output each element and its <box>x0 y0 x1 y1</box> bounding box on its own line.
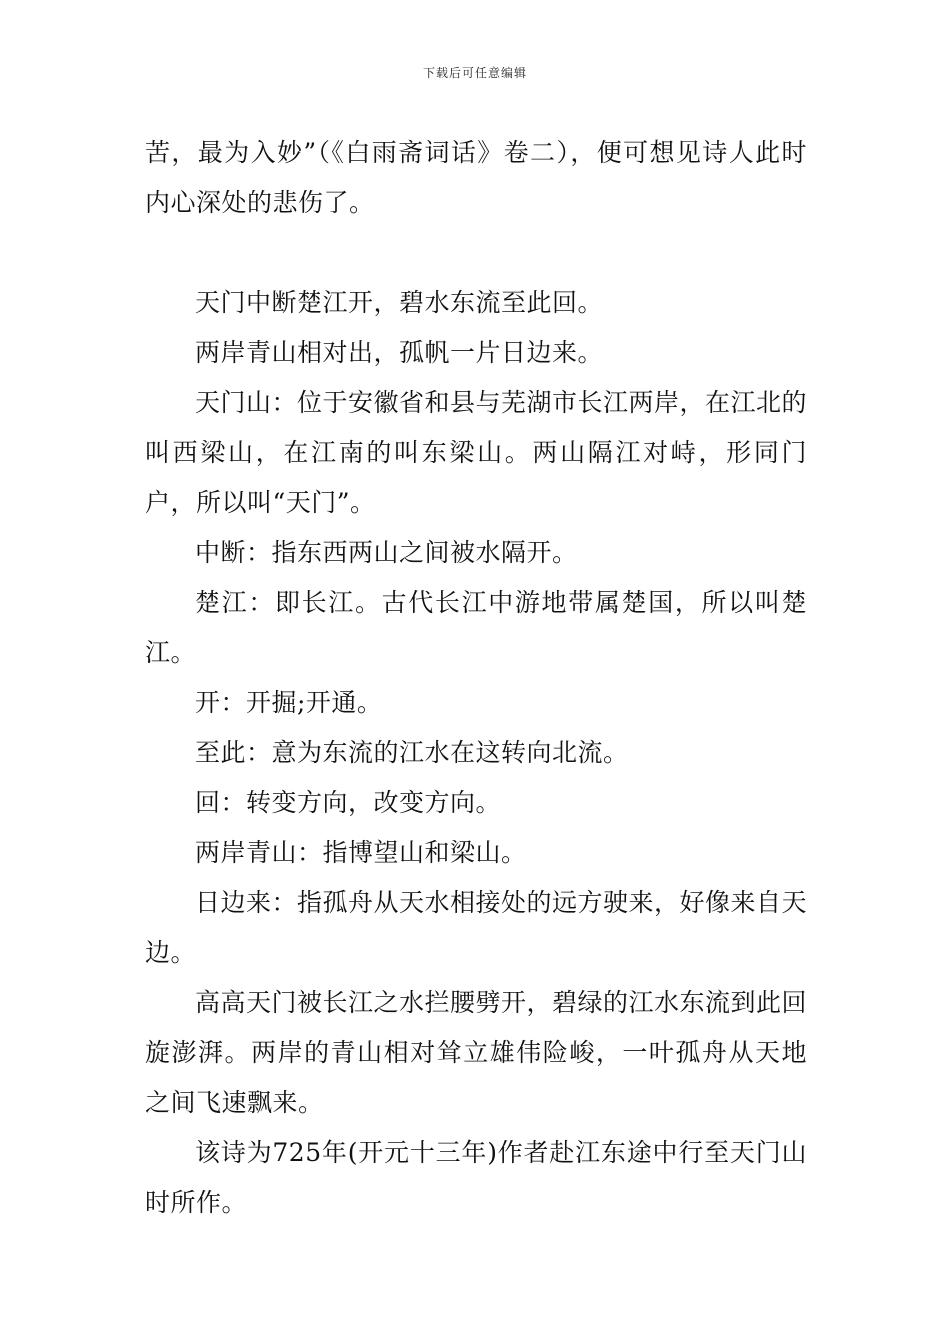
annotation-tianmenshan: 天门山：位于安徽省和县与芜湖市长江两岸，在江北的叫西梁山，在江南的叫东梁山。两山隔江对峙，形同门户，所以叫“天门”。 <box>145 388 808 517</box>
annotation-zhongduan: 中断：指东西两山之间被水隔开。 <box>195 538 578 567</box>
document-body <box>145 128 807 1228</box>
annotation-liangan-qingshan: 两岸青山：指博望山和梁山。 <box>195 838 527 867</box>
annotation-hui: 回：转变方向，改变方向。 <box>195 788 502 817</box>
page-header-note: 下载后可任意编辑 <box>422 66 527 80</box>
paragraph-spacer <box>145 228 807 278</box>
background-paragraph: 该诗为725年(开元十三年)作者赴江东途中行至天门山时所作。 <box>145 1138 807 1217</box>
annotation-zhici: 至此：意为东流的江水在这转向北流。 <box>195 738 629 767</box>
poem-line-2: 两岸青山相对出，孤帆一片日边来。 <box>195 338 604 367</box>
annotation-kai: 开：开掘;开通。 <box>195 688 383 717</box>
paragraph-continuation: 苦，最为入妙”（《白雨斋词话》卷二），便可想见诗人此时内心深处的悲伤了。 <box>145 138 807 217</box>
annotation-ribianlai: 日边来：指孤舟从天水相接处的远方驶来，好像来自天边。 <box>145 888 808 967</box>
annotation-chujiang: 楚江：即长江。古代长江中游地带属楚国，所以叫楚江。 <box>145 588 807 667</box>
translation-paragraph: 高高天门被长江之水拦腰劈开，碧绿的江水东流到此回旋澎湃。两岸的青山相对耸立雄伟险峻，一叶孤舟从天地之间飞速飘来。 <box>145 988 808 1117</box>
poem-line-1: 天门中断楚江开，碧水东流至此回。 <box>195 288 604 317</box>
